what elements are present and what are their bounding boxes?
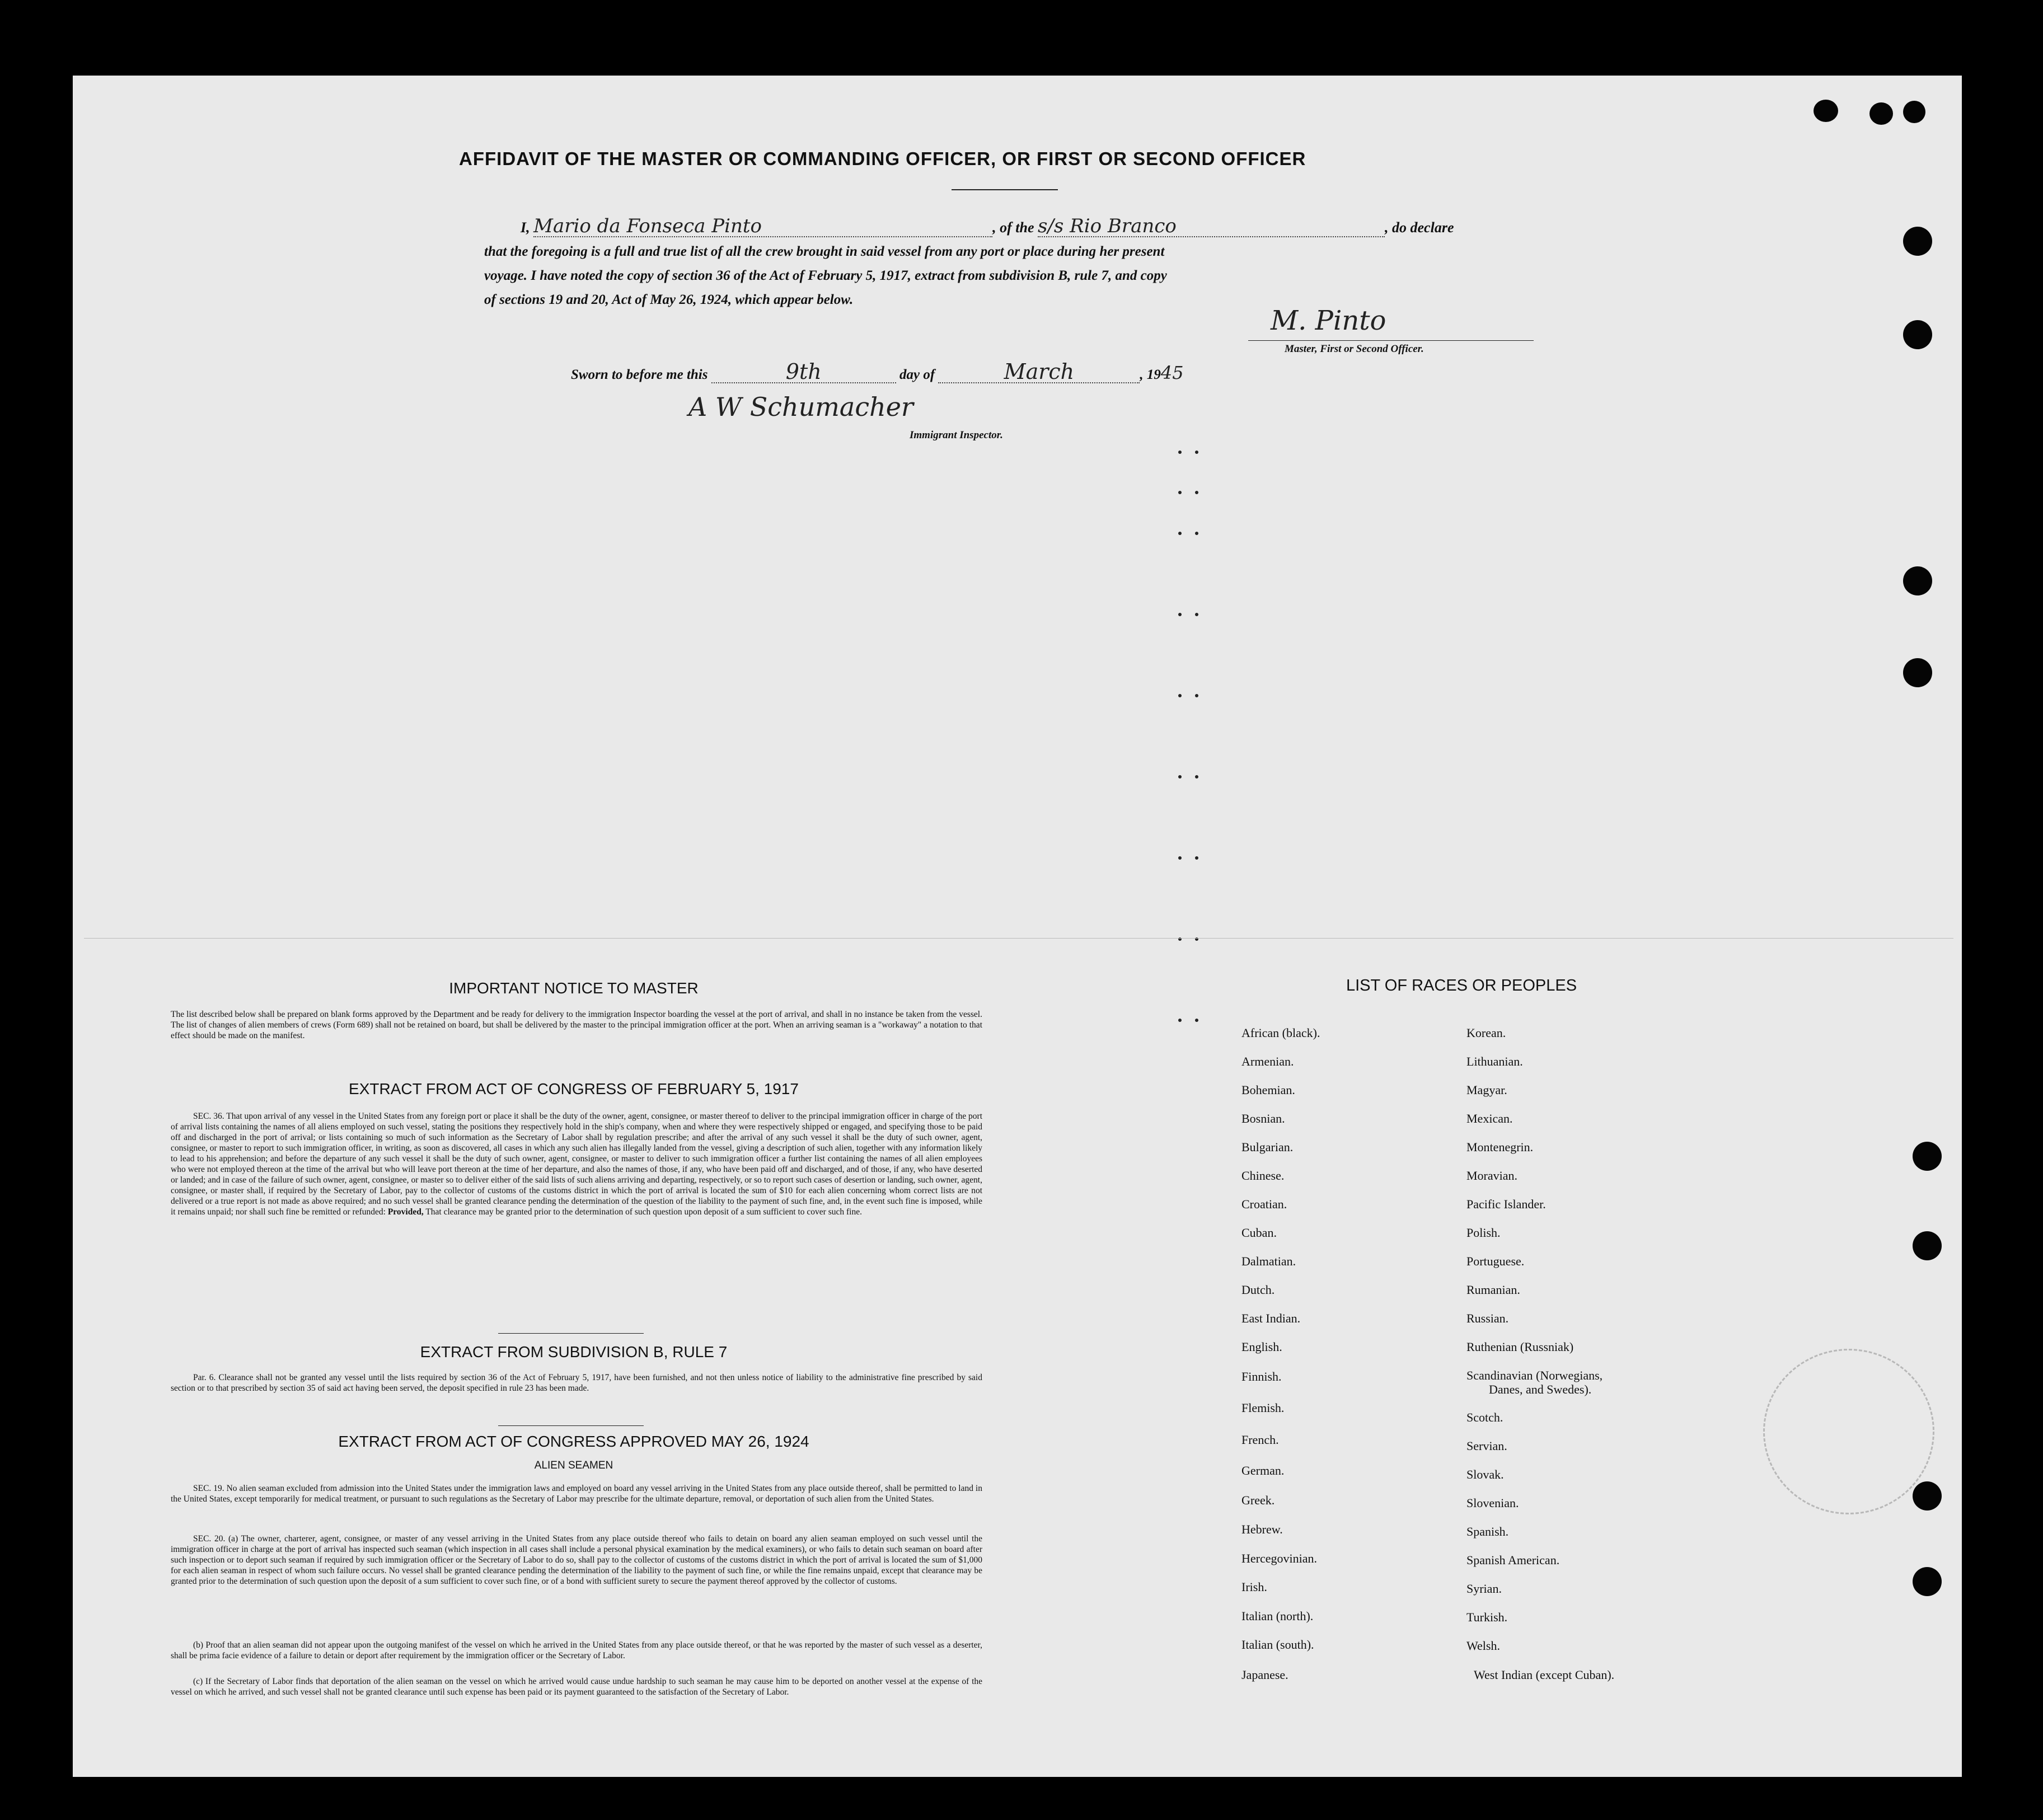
affidavit-of-the: , of the	[992, 219, 1034, 236]
sec20c-body: (c) If the Secretary of Labor finds that deportation of the alien seaman on the vessel on which he arrived would cause undue hardship to such seaman he may cause him to be deported on another vessel at the expense of the vessel on which he arrived, and such vessel shall not be granted clearance until such expense has been paid or its payment guaranteed to the satisfaction of the Secretary of Labor.	[171, 1677, 982, 1697]
race-left-item: Bulgarian.	[1241, 1140, 1294, 1154]
extract-1924-heading: EXTRACT FROM ACT OF CONGRESS APPROVED MAY 26, 1924	[338, 1433, 809, 1450]
extract-1917-heading: EXTRACT FROM ACT OF CONGRESS OF FEBRUARY 5, 1917	[349, 1080, 799, 1097]
race-left-item: French.	[1241, 1433, 1279, 1447]
race-right-item: Slovak.	[1466, 1467, 1504, 1481]
sec19-body: SEC. 19. No alien seaman excluded from admission into the United States under the immigration laws and employed on board any vessel arriving in the United States from any place outside thereof, shall be permitted to land in the United States, except temporarily for medical treatment, or pursuant to such regulations as the Secretary of Labor may prescribe for the ultimate departure, removal, or deportation of such alien from the United States.	[171, 1484, 982, 1504]
ghost-dot	[1178, 1019, 1182, 1022]
fold-line	[84, 938, 1953, 939]
race-right-item: West Indian (except Cuban).	[1474, 1668, 1615, 1682]
ghost-dot	[1195, 856, 1198, 860]
race-left-item: Bosnian.	[1241, 1111, 1285, 1125]
race-left-item: Cuban.	[1241, 1226, 1277, 1240]
punch-hole	[1913, 1567, 1942, 1596]
sworn-line	[571, 361, 1355, 387]
punch-hole	[1903, 227, 1932, 256]
master-caption: Master, First or Second Officer.	[1285, 343, 1424, 355]
ghost-dot	[1195, 694, 1198, 697]
race-left-item: Chinese.	[1241, 1169, 1285, 1183]
race-right-item: Ruthenian (Russniak)	[1466, 1340, 1574, 1354]
master-signature-line	[1248, 340, 1534, 341]
punch-hole	[1869, 102, 1893, 125]
faded-official-stamp	[1763, 1349, 1934, 1514]
ghost-dot	[1195, 532, 1198, 535]
section-divider	[498, 1333, 644, 1334]
day-of-text: day of	[899, 367, 935, 382]
race-left-item: East Indian.	[1241, 1311, 1301, 1325]
race-right-item: Slovenian.	[1466, 1496, 1519, 1510]
punch-hole	[1903, 566, 1932, 595]
race-left-item: Dutch.	[1241, 1283, 1275, 1297]
affidavit-title: AFFIDAVIT OF THE MASTER OR COMMANDING OFFICER, OR FIRST OR SECOND OFFICER	[459, 148, 1306, 169]
notice-body: The list described below shall be prepared on blank forms approved by the Department and be ready for delivery to the immigration Inspector boarding the vessel at the port of arrival, and shall in no instance be taken from the vessel. The list of changes of alien members of crews (Form 689) shall not be retained on board, but shall be delivered by the master to the principal immigration officer at the port. When an arriving seaman is a "workaway" a notation to that effect should be made on the manifest.	[171, 1010, 982, 1040]
race-right-item: Welsh.	[1466, 1639, 1500, 1653]
race-left-item: Irish.	[1241, 1580, 1267, 1594]
punch-hole	[1903, 320, 1932, 349]
year-prefix: , 19	[1140, 367, 1161, 382]
punch-hole	[1913, 1231, 1942, 1260]
ghost-dot	[1195, 491, 1198, 494]
race-right-item: Mexican.	[1466, 1111, 1513, 1125]
race-right-item: Scotch.	[1466, 1410, 1503, 1424]
affidavit-i-prefix: I,	[521, 219, 530, 236]
master-name-field: Mario da Fonseca Pinto	[533, 216, 992, 237]
race-left-item: Hercegovinian.	[1241, 1551, 1317, 1565]
race-left-item: Italian (north).	[1241, 1609, 1314, 1623]
extract-rule7-body: Par. 6. Clearance shall not be granted any vessel until the lists required by section 36 of the Act of February 5, 1917, have been furnished, and not then unless notice of liability to the administrative fine prescribed by said section or to that prescribed by section 35 of said act having been served, the deposit specified in rule 23 has been made.	[171, 1373, 982, 1393]
race-left-item: Dalmatian.	[1241, 1254, 1296, 1268]
ghost-dot	[1195, 451, 1198, 454]
affidavit-do-declare: , do declare	[1385, 219, 1454, 236]
race-left-item: Armenian.	[1241, 1054, 1294, 1068]
race-left-item: German.	[1241, 1463, 1285, 1477]
ghost-dot	[1195, 613, 1198, 616]
race-left-item: Croatian.	[1241, 1197, 1287, 1211]
sworn-year-field: 45	[1160, 362, 1184, 383]
race-left-item: Bohemian.	[1241, 1083, 1295, 1097]
race-left-item: Hebrew.	[1241, 1522, 1283, 1536]
punch-hole	[1903, 101, 1925, 123]
punch-hole	[1814, 100, 1838, 122]
section-divider	[498, 1425, 644, 1426]
race-right-item: Spanish American.	[1466, 1553, 1560, 1567]
ghost-dot	[1195, 775, 1198, 778]
race-left-item: Greek.	[1241, 1493, 1275, 1507]
race-left-item: English.	[1241, 1340, 1282, 1354]
affidavit-line-2: that the foregoing is a full and true list of all the crew brought in said vessel from any port or place during her present	[484, 244, 1165, 259]
race-right-item: Montenegrin.	[1466, 1140, 1534, 1154]
race-left-item: Finnish.	[1241, 1369, 1282, 1383]
sec20b-body: (b) Proof that an alien seaman did not appear upon the outgoing manifest of the vessel on which he arrived in the United States from any place outside thereof, or that he was reported by the master of such vessel as a deserter, shall be prima facie evidence of a failure to detain or deport after requirement by the immigration officer or the Secretary of Labor.	[171, 1640, 982, 1660]
race-right-item: Russian.	[1466, 1311, 1509, 1325]
master-signature: M. Pinto	[1271, 305, 1386, 336]
ghost-dot	[1178, 694, 1182, 697]
punch-hole	[1913, 1481, 1942, 1511]
race-left-item: Italian (south).	[1241, 1638, 1314, 1652]
sec20a-body: SEC. 20. (a) The owner, charterer, agent, consignee, or master of any vessel arriving in the United States from any place outside thereof who fails to detain on board any alien seaman employed on such vessel until the immigration officer in charge at the port of arrival has inspected such seaman (which inspection in all cases shall include a personal physical examination by the medical examiners), or who fails to detain such seaman on board after such inspection or to deport such seaman if required by such immigration officer or the Secretary of Labor to do so, shall pay to the collector of customs of the customs district in which the port of arrival is located the sum of $1,000 for each alien seaman in respect of whom such failure occurs. No vessel shall be granted clearance pending the determination of the liability to the payment of such fine, or while the fine remains unpaid, except that clearance may be granted prior to the determination of such question upon the deposit of a sum sufficient to cover such fine, or of a bond with sufficient surety to secure the payment thereof approved by the collector of customs.	[171, 1534, 982, 1586]
ghost-dot	[1178, 613, 1182, 616]
affidavit-line-3: voyage. I have noted the copy of section 36 of the Act of February 5, 1917, extract from subdivision B, rule 7, and copy	[484, 268, 1167, 283]
race-right-item: Servian.	[1466, 1439, 1507, 1453]
race-right-item: Moravian.	[1466, 1169, 1518, 1183]
alien-seamen-subheading: ALIEN SEAMEN	[534, 1460, 613, 1471]
punch-hole	[1913, 1142, 1942, 1171]
document-page	[73, 76, 1962, 1777]
race-right-item: Syrian.	[1466, 1582, 1502, 1596]
race-right-item: Danes, and Swedes).	[1489, 1382, 1592, 1396]
sworn-month-field: March	[938, 361, 1140, 383]
provided-text: That clearance may be granted prior to the determination of such question upon deposit of a sum sufficient to cover such fine.	[425, 1207, 862, 1217]
race-right-item: Pacific Islander.	[1466, 1197, 1546, 1211]
race-left-item: African (black).	[1241, 1026, 1320, 1040]
affidavit-line-4: of sections 19 and 20, Act of May 26, 1924, which appear below.	[484, 292, 854, 307]
race-right-item: Turkish.	[1466, 1610, 1508, 1624]
extract-rule7-heading: EXTRACT FROM SUBDIVISION B, RULE 7	[420, 1343, 728, 1361]
sworn-day-field: 9th	[711, 361, 896, 383]
ghost-dot	[1178, 775, 1182, 778]
affidavit-line-1	[521, 215, 1539, 240]
ghost-dot	[1178, 856, 1182, 860]
vessel-name-field: s/s Rio Branco	[1038, 216, 1385, 237]
ghost-dot	[1178, 451, 1182, 454]
extract-1917-body	[171, 1111, 982, 1217]
race-right-item: Polish.	[1466, 1226, 1501, 1240]
extract-1917-text: SEC. 36. That upon arrival of any vessel in the United States from any foreign port or place it shall be the duty of the owner, agent, consignee, or master thereof to deliver to the principal immigration officer in charge of the port of arrival lists containing the names of all aliens employed on such vessel, stating the positions they respectively hold in the ship's company, when and where they were respectively shipped or engaged, and specifying those to be paid off and discharged in the port of arrival; or lists containing so much of such information as the Secretary of Labor shall by regulation prescribe; and after the arrival of any such vessel it shall be the duty of such owner, agent, consignee, or master to report to such immigration officer, in writing, as soon as discovered, all cases in which any such alien has illegally landed from the vessel, giving a description of such alien, together with any information likely to lead to his apprehension; and before the departure of any such vessel it shall be the duty of such owner, agent, consignee, or master to deliver to such immigration officer a further list containing the names of all alien employees who were not employed thereon at the time of the arrival but who will leave port thereon at the time of her departure, and also the names of those, if any, who have been paid off and discharged, and of those, if any, who have deserted or landed; and in case of the failure of such owner, agent, consignee, or master so to deliver either of the said lists of such aliens arriving and departing, respectively, or so to report such cases of desertion or landing, such owner, agent, consignee, or master shall, if required by the Secretary of Labor, pay to the collector of customs of the customs district in which the port of arrival is located the sum of $10 for each alien concerning whom correct lists are not delivered or a true report is not made as above required; and no such vessel shall be granted clearance pending the determination of the question of the liability to the payment of such fine, and, in the event such fine is imposed, while it remains unpaid; nor shall such fine be remitted or refunded:	[171, 1111, 982, 1217]
race-right-item: Portuguese.	[1466, 1254, 1525, 1268]
race-right-item: Rumanian.	[1466, 1283, 1520, 1297]
punch-hole	[1903, 658, 1932, 687]
inspector-caption: Immigrant Inspector.	[910, 429, 1003, 441]
inspector-signature: A W Schumacher	[688, 392, 913, 422]
notice-heading: IMPORTANT NOTICE TO MASTER	[449, 979, 699, 997]
race-left-item: Japanese.	[1241, 1668, 1288, 1682]
race-right-item: Spanish.	[1466, 1525, 1509, 1538]
ghost-dot	[1178, 532, 1182, 535]
race-left-item: Flemish.	[1241, 1401, 1285, 1415]
ghost-dot	[1195, 1019, 1198, 1022]
sworn-text: Sworn to before me this	[571, 367, 708, 382]
race-right-item: Lithuanian.	[1466, 1054, 1523, 1068]
title-divider	[952, 189, 1058, 190]
ghost-dot	[1178, 491, 1182, 494]
races-heading: LIST OF RACES OR PEOPLES	[1346, 977, 1577, 995]
provided-label: Provided,	[387, 1207, 424, 1217]
race-right-item: Scandinavian (Norwegians,	[1466, 1368, 1603, 1382]
race-right-item: Magyar.	[1466, 1083, 1507, 1097]
race-right-item: Korean.	[1466, 1026, 1506, 1040]
